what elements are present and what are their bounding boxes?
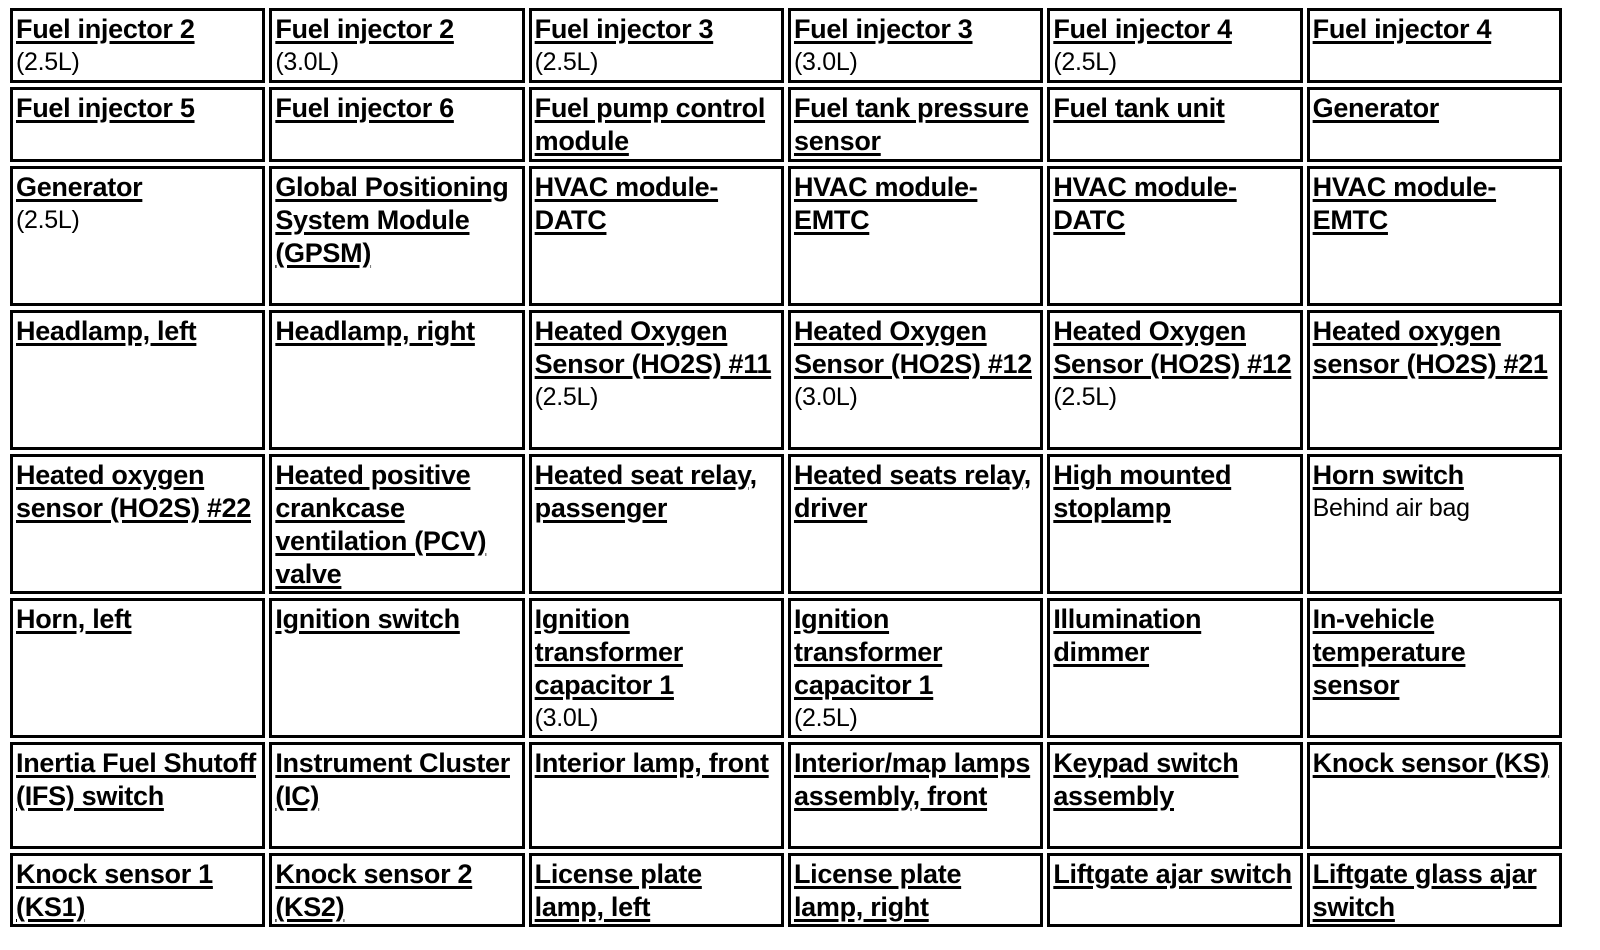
table-cell (269, 742, 524, 849)
table-row (10, 166, 1562, 306)
table-cell (1047, 742, 1302, 849)
table-cell (269, 853, 524, 927)
table-cell (1307, 454, 1562, 594)
component-link[interactable]: Fuel injector 3 (534, 14, 714, 44)
component-link[interactable]: HVAC module-EMTC (793, 172, 978, 235)
component-link[interactable]: Interior lamp, front (534, 748, 769, 778)
component-link[interactable]: Horn switch (1312, 460, 1464, 490)
table-cell (529, 598, 784, 738)
component-link[interactable]: Inertia Fuel Shutoff (IFS) switch (16, 748, 256, 811)
component-link[interactable]: Interior/map lamps assembly, front (793, 748, 1031, 811)
table-cell (10, 310, 265, 450)
component-link[interactable]: Heated oxygen sensor (HO2S) #21 (1312, 316, 1548, 379)
table-cell (10, 8, 265, 83)
component-link[interactable]: In-vehicle temperature sensor (1312, 604, 1466, 700)
table-row (10, 310, 1562, 450)
table-cell (10, 742, 265, 849)
table-row (10, 87, 1562, 162)
component-link[interactable]: Heated oxygen sensor (HO2S) #22 (16, 460, 251, 523)
table-cell (1307, 87, 1562, 162)
table-cell (1307, 310, 1562, 450)
component-link[interactable]: Knock sensor 2 (KS2) (275, 859, 473, 922)
component-note: (3.0L) (793, 383, 858, 411)
table-cell (10, 853, 265, 927)
component-link[interactable]: Fuel injector 3 (793, 14, 973, 44)
component-note: (3.0L) (275, 48, 339, 76)
table-cell (788, 166, 1043, 306)
component-link[interactable]: Headlamp, right (275, 316, 475, 346)
table-cell (1047, 8, 1302, 83)
component-link[interactable]: HVAC module-EMTC (1312, 172, 1497, 235)
table-cell (1307, 598, 1562, 738)
component-link[interactable]: Ignition transformer capacitor 1 (534, 604, 683, 700)
component-note: (2.5L) (793, 704, 858, 732)
table-cell (788, 8, 1043, 83)
table-cell (269, 8, 524, 83)
table-cell (529, 310, 784, 450)
table-cell (529, 8, 784, 83)
table-cell (529, 853, 784, 927)
component-link[interactable]: Heated Oxygen Sensor (HO2S) #12 (793, 316, 1032, 379)
table-cell (529, 166, 784, 306)
component-link[interactable]: Fuel injector 4 (1312, 14, 1492, 44)
component-location-table (6, 4, 1566, 931)
component-link[interactable]: Fuel injector 4 (1053, 14, 1232, 44)
component-link[interactable]: HVAC module-DATC (1053, 172, 1237, 235)
component-link[interactable]: License plate lamp, right (793, 859, 962, 922)
component-link[interactable]: Liftgate glass ajar switch (1312, 859, 1537, 922)
component-note: Behind air bag (1312, 494, 1470, 522)
component-link[interactable]: HVAC module-DATC (534, 172, 719, 235)
component-link[interactable]: Fuel tank unit (1053, 93, 1225, 123)
component-note: (3.0L) (793, 48, 858, 76)
component-note: (2.5L) (16, 48, 80, 76)
component-link[interactable]: Ignition transformer capacitor 1 (793, 604, 943, 700)
component-link[interactable]: Horn, left (16, 604, 132, 634)
component-link[interactable]: Keypad switch assembly (1053, 748, 1239, 811)
component-link[interactable]: Illumination dimmer (1053, 604, 1202, 667)
component-link[interactable]: Heated Oxygen Sensor (HO2S) #12 (1053, 316, 1292, 379)
table-cell (529, 742, 784, 849)
table-cell (1047, 166, 1302, 306)
component-link[interactable]: License plate lamp, left (534, 859, 702, 922)
component-note: (2.5L) (16, 206, 80, 234)
component-link[interactable]: Instrument Cluster (IC) (275, 748, 510, 811)
table-row (10, 454, 1562, 594)
table-cell (269, 87, 524, 162)
component-link[interactable]: Global Positioning System Module (GPSM) (275, 172, 509, 268)
table-cell (269, 166, 524, 306)
component-link[interactable]: Heated seat relay, passenger (534, 460, 757, 523)
table-cell (529, 87, 784, 162)
table-cell (269, 598, 524, 738)
component-link[interactable]: Fuel tank pressure sensor (793, 93, 1029, 156)
component-link[interactable]: Heated Oxygen Sensor (HO2S) #11 (534, 316, 772, 379)
component-note: (2.5L) (1053, 48, 1117, 76)
table-cell (10, 454, 265, 594)
component-link[interactable]: Fuel pump control module (534, 93, 766, 156)
component-link[interactable]: High mounted stoplamp (1053, 460, 1232, 523)
component-link[interactable]: Fuel injector 2 (16, 14, 195, 44)
component-link[interactable]: Generator (1312, 93, 1439, 123)
component-link[interactable]: Knock sensor 1 (KS1) (16, 859, 213, 922)
component-note: (2.5L) (534, 48, 599, 76)
component-link[interactable]: Heated seats relay, driver (793, 460, 1031, 523)
component-note: (2.5L) (534, 383, 599, 411)
table-cell (1047, 87, 1302, 162)
table-cell (788, 310, 1043, 450)
table-cell (788, 454, 1043, 594)
component-link[interactable]: Fuel injector 5 (16, 93, 195, 123)
component-link[interactable]: Fuel injector 6 (275, 93, 454, 123)
table-cell (1307, 853, 1562, 927)
component-link[interactable]: Ignition switch (275, 604, 460, 634)
table-cell (788, 853, 1043, 927)
table-cell (1047, 454, 1302, 594)
component-note: (2.5L) (1053, 383, 1117, 411)
table-cell (10, 598, 265, 738)
table-cell (788, 742, 1043, 849)
component-link[interactable]: Liftgate ajar switch (1053, 859, 1292, 889)
table-cell (1307, 742, 1562, 849)
table-row (10, 853, 1562, 927)
table-cell (1047, 598, 1302, 738)
component-link[interactable]: Heated positive crankcase ventilation (PCV) valve (275, 460, 487, 589)
table-cell (269, 454, 524, 594)
component-note: (3.0L) (534, 704, 599, 732)
table-cell (788, 87, 1043, 162)
component-link[interactable]: Generator (16, 172, 143, 202)
table-cell (10, 87, 265, 162)
table-row (10, 742, 1562, 849)
component-link[interactable]: Fuel injector 2 (275, 14, 454, 44)
table-cell (1307, 166, 1562, 306)
component-link[interactable]: Headlamp, left (16, 316, 197, 346)
table-cell (269, 310, 524, 450)
table-cell (529, 454, 784, 594)
table-row (10, 598, 1562, 738)
table-row (10, 8, 1562, 83)
table-cell (788, 598, 1043, 738)
table-cell (10, 166, 265, 306)
table-cell (1307, 8, 1562, 83)
component-link[interactable]: Knock sensor (KS) (1312, 748, 1550, 778)
table-cell (1047, 310, 1302, 450)
table-cell (1047, 853, 1302, 927)
